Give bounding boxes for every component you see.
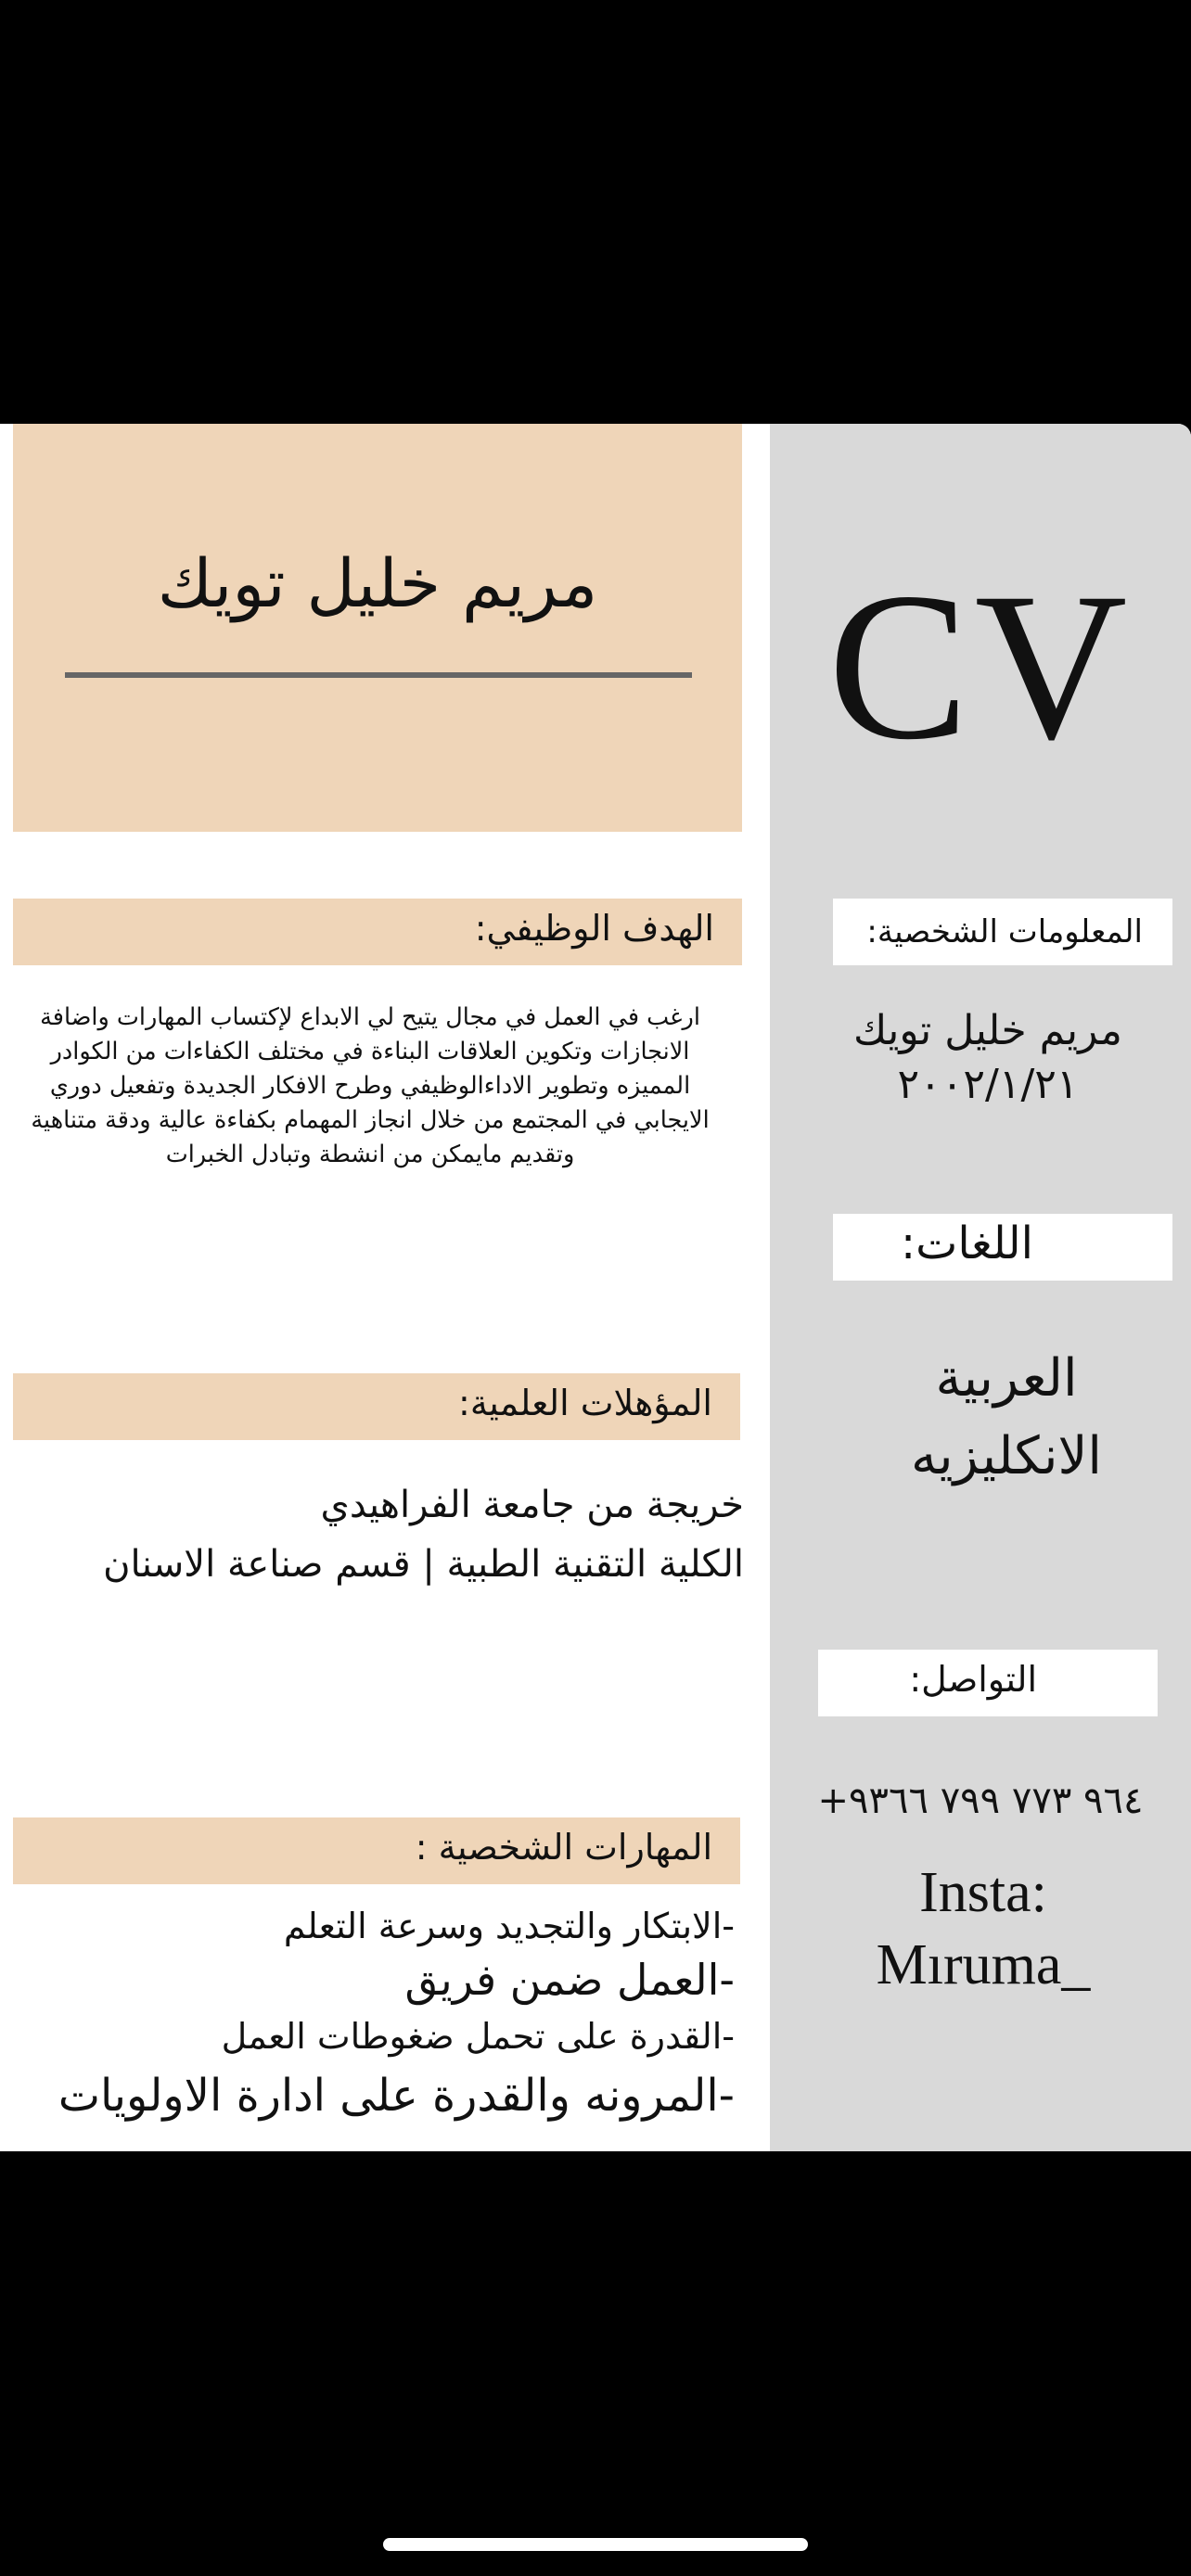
name-header	[13, 424, 742, 832]
objective-line: المميزه وتطوير الاداءالوظيفي وطرح الافكار الجديدة وتفعيل دوري	[49, 1072, 691, 1100]
objective-heading-band	[13, 899, 742, 965]
languages-heading: اللغات:	[901, 1218, 1033, 1269]
personal-info	[835, 1004, 1141, 1112]
qualification-line: الكلية التقنية الطبية | قسم صناعة الاسنان	[103, 1543, 744, 1586]
instagram-handle: Mıruma_	[876, 1933, 1091, 1996]
phone-number: +٩٦٤ ٧٧٣ ٧٩٩ ٩٣٦٦	[817, 1779, 1144, 1822]
objective-line: وتقديم مايمكن من انشطة وتبادل الخبرات	[165, 1141, 575, 1168]
skill-item: -المرونه والقدرة على ادارة الاولويات	[58, 2070, 735, 2122]
personal-name: مريم خليل تويك	[852, 1007, 1123, 1054]
objective-heading: الهدف الوظيفي:	[474, 908, 714, 949]
personal-info-heading-box	[833, 899, 1172, 965]
cv-document	[0, 424, 1191, 2151]
instagram-contact	[835, 1856, 1132, 2001]
contact-heading-box	[818, 1650, 1158, 1716]
home-indicator[interactable]	[383, 2538, 808, 2551]
skill-item: -القدرة على تحمل ضغوطات العمل	[221, 2016, 735, 2057]
skill-item: -الابتكار والتجديد وسرعة التعلم	[283, 1906, 735, 1946]
skills-heading-band	[13, 1817, 740, 1884]
objective-line: ارغب في العمل في مجال يتيح لي الابداع لإكتساب المهارات واضافة	[40, 1003, 700, 1031]
language-item: الانكليزيه	[911, 1426, 1102, 1486]
objective-text	[13, 1001, 727, 1172]
birthdate: ٢٠٠٢/١/٢١	[897, 1061, 1079, 1108]
objective-line: الايجابي في المجتمع من خلال انجاز المهمام بكفاءة عالية ودقة متناهية	[31, 1106, 710, 1134]
skills-heading: المهارات الشخصية :	[415, 1827, 712, 1868]
language-item: العربية	[935, 1348, 1078, 1409]
cv-title: CV	[827, 550, 1133, 784]
full-name-title: مريم خليل تويك	[157, 544, 598, 622]
personal-info-heading: المعلومات الشخصية:	[866, 913, 1143, 950]
instagram-label: Insta:	[919, 1861, 1047, 1924]
skills-list	[58, 1900, 735, 2126]
objective-line: الانجازات وتكوين العلاقات البناءة في مختلف الكفاءات من الكوادر	[50, 1038, 690, 1065]
skill-item: -العمل ضمن فريق	[404, 1955, 735, 2005]
languages-heading-box	[833, 1214, 1172, 1281]
qualifications-heading: المؤهلات العلمية:	[458, 1383, 712, 1423]
contact-heading: التواصل:	[909, 1659, 1037, 1700]
divider	[65, 672, 692, 678]
qualifications-list	[103, 1475, 744, 1594]
languages-list	[872, 1340, 1141, 1496]
qualification-line: خريجة من جامعة الفراهيدي	[320, 1484, 744, 1526]
qualifications-heading-band	[13, 1373, 740, 1440]
